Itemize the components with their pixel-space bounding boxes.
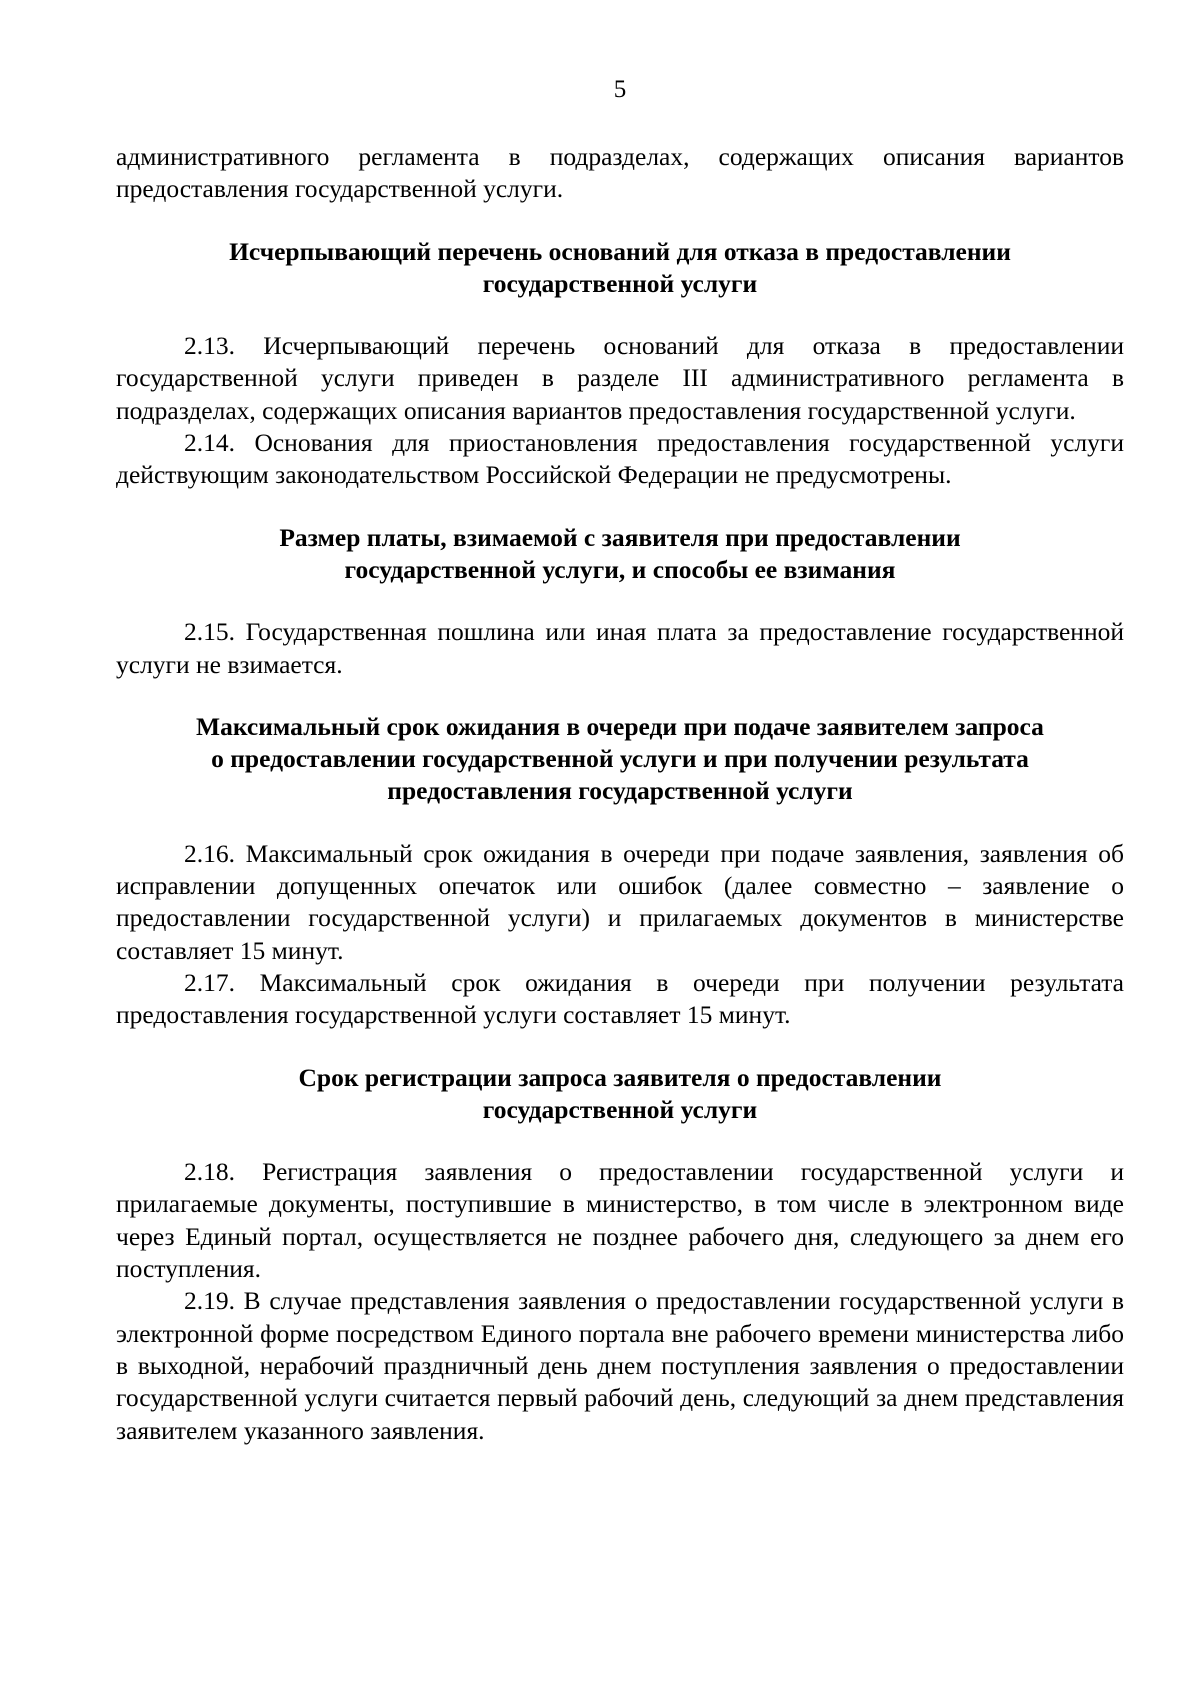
paragraph-2-14: 2.14. Основания для приостановления предоставления государственной услуги действующим законодательством Российской Федерации не предусмотрены.	[116, 428, 1124, 490]
heading-line: Срок регистрации запроса заявителя о предоставлении	[298, 1062, 942, 1092]
heading-line: Максимальный срок ожидания в очереди при подаче заявителем запроса	[196, 711, 1044, 741]
paragraph-2-19: 2.19. В случае представления заявления о предоставлении государственной услуги в электронной форме посредством Единого портала вне рабочего времени министерства либо в выходной, нерабочий праздничный день днем поступления заявления о предоставлении государственной услуги считается первый рабочий день, следующий за днем представления заявителем указанного заявления.	[116, 1286, 1124, 1445]
heading-line: государственной услуги, и способы ее взимания	[344, 554, 896, 584]
heading-line: государственной услуги	[482, 1094, 758, 1124]
heading-line: государственной услуги	[482, 268, 758, 298]
section-heading-registration-term	[116, 1062, 1124, 1127]
intro-paragraph: административного регламента в подразделах, содержащих описания вариантов предоставления государственной услуги.	[116, 142, 1124, 204]
page-number: 5	[613, 76, 627, 103]
paragraph-2-15: 2.15. Государственная пошлина или иная плата за предоставление государственной услуги не взимается.	[116, 617, 1124, 679]
heading-line: о предоставлении государственной услуги и при получении результата	[211, 744, 1029, 774]
paragraph-2-18: 2.18. Регистрация заявления о предоставлении государственной услуги и прилагаемые документы, поступившие в министерство, в том числе в электронном виде через Единый портал, осуществляется не позднее рабочего дня, следующего за днем его поступления.	[116, 1157, 1124, 1284]
paragraph-2-17: 2.17. Максимальный срок ожидания в очереди при получении результата предоставления государственной услуги составляет 15 минут.	[116, 967, 1124, 1030]
heading-line: Исчерпывающий перечень оснований для отказа в предоставлении	[229, 236, 1011, 266]
section-heading-queue-time	[116, 711, 1124, 808]
heading-line: предоставления государственной услуги	[387, 776, 853, 806]
paragraph-2-13: 2.13. Исчерпывающий перечень оснований для отказа в предоставлении государственной услуги приведен в разделе III административного регламента в подразделах, содержащих описания вариантов предоставления государственной услуги.	[116, 331, 1124, 425]
document-body	[116, 141, 1124, 1447]
section-heading-fee	[116, 522, 1124, 587]
section-heading-refusal-grounds	[116, 236, 1124, 301]
paragraph-2-16: 2.16. Максимальный срок ожидания в очереди при подаче заявления, заявления об исправлении допущенных опечаток или ошибок (далее совместно – заявление о предоставлении государственной услуги) и прилагаемых документов в министерстве составляет 15 минут.	[116, 838, 1124, 965]
heading-line: Размер платы, взимаемой с заявителя при предоставлении	[279, 522, 961, 552]
